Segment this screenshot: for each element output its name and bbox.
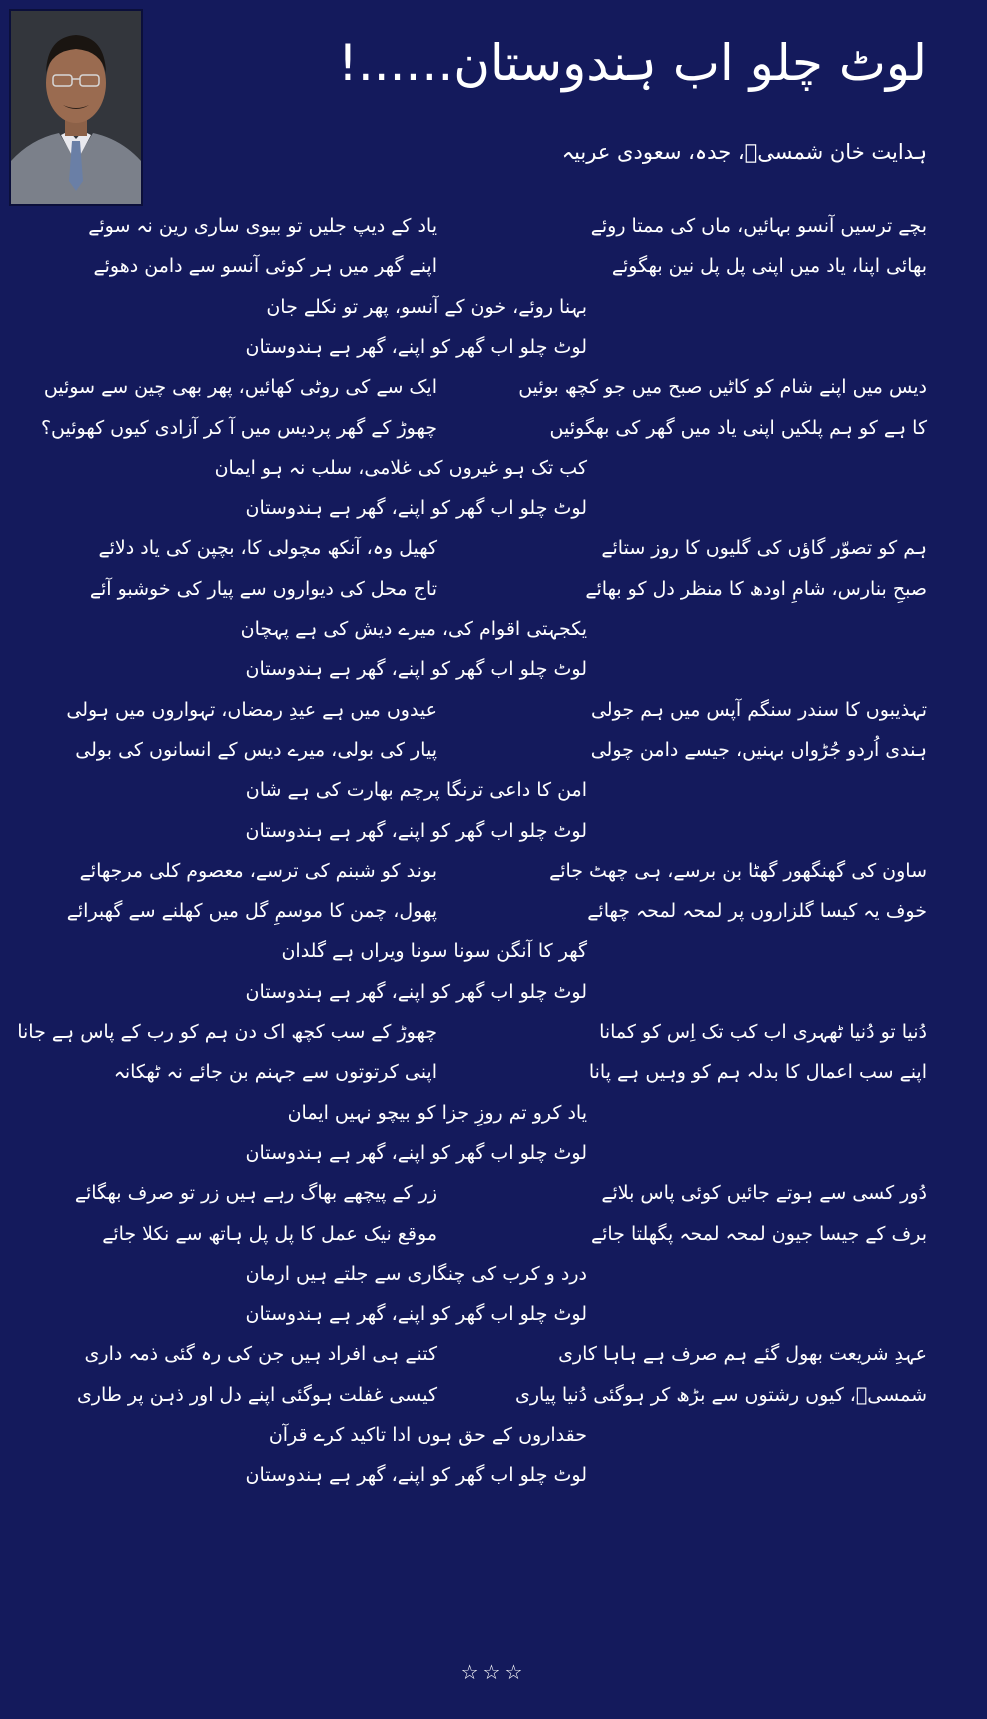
couplet xyxy=(0,528,987,568)
couplet-first-half: ساون کی گھنگھور گھٹا بن برسے، ہی چھٹ جائے xyxy=(549,859,927,882)
couplet-first-half: تہذیبوں کا سندر سنگم آپس میں ہم جولی xyxy=(590,698,927,721)
couplet-second-half: تاج محل کی دیواروں سے پیار کی خوشبو آئے xyxy=(89,577,437,600)
couplet xyxy=(0,1334,987,1374)
couplet xyxy=(0,1214,987,1254)
couplet xyxy=(0,367,987,407)
couplet-second-half: اپنی کرتوتوں سے جہنم بن جائے نہ ٹھکانہ xyxy=(113,1061,437,1084)
refrain-line: لوٹ چلو اب گھر کو اپنے، گھر ہے ہندوستان xyxy=(245,497,587,520)
refrain-line: لوٹ چلو اب گھر کو اپنے، گھر ہے ہندوستان xyxy=(245,819,587,842)
couplet xyxy=(0,246,987,286)
refrain-line: لوٹ چلو اب گھر کو اپنے، گھر ہے ہندوستان xyxy=(245,980,587,1003)
couplet-second-half: زر کے پیچھے بھاگ رہے ہیں زر تو صرف بھگائے xyxy=(74,1182,437,1205)
refrain-line: لوٹ چلو اب گھر کو اپنے، گھر ہے ہندوستان xyxy=(245,1141,587,1164)
couplet-second-half: ایک سے کی روٹی کھائیں، پھر بھی چین سے سوئیں xyxy=(43,376,437,399)
couplet xyxy=(0,1173,987,1213)
couplet-first-half: خوف یہ کیسا گلزاروں پر لمحہ لمحہ چھائے xyxy=(587,900,927,923)
stanza-line: امن کا داعی ترنگا پرچم بھارت کی ہے شان xyxy=(245,779,587,802)
couplet xyxy=(0,1375,987,1415)
couplet-second-half: اپنے گھر میں ہر کوئی آنسو سے دامن دھوئے xyxy=(93,255,437,278)
couplet xyxy=(0,690,987,730)
stanza-line: یکجہتی اقوام کی، میرے دیش کی ہے پہچان xyxy=(240,618,587,640)
couplet-first-half: دیس میں اپنے شام کو کاٹیں صبح میں جو کچھ بوئیں xyxy=(518,376,927,399)
couplet-second-half: پھول، چمن کا موسمِ گل میں کھلنے سے گھبرائے xyxy=(66,900,437,923)
couplet-first-half: بچے ترسیں آنسو بہائیں، ماں کی ممتا روئے xyxy=(590,215,927,237)
couplet-second-half: پیار کی بولی، میرے دیس کے انسانوں کی بولی xyxy=(75,738,437,761)
couplet-second-half: عیدوں میں ہے عیدِ رمضاں، تہواروں میں ہولی xyxy=(66,698,437,721)
author-photo xyxy=(9,9,143,206)
couplet-first-half: شمسیؔ، کیوں رشتوں سے بڑھ کر ہوگئی دُنیا پیاری xyxy=(515,1383,927,1406)
couplet-second-half: کھیل وہ، آنکھ مچولی کا، بچپن کی یاد دلائے xyxy=(98,537,437,560)
couplet xyxy=(0,851,987,891)
stanza-line: گھر کا آنگن سونا سونا ویراں ہے گلدان xyxy=(281,940,587,963)
couplet xyxy=(0,730,987,770)
couplet xyxy=(0,891,987,931)
couplet-second-half: کتنے ہی افراد ہیں جن کی رہ گئی ذمہ داری xyxy=(84,1343,437,1366)
page-title: لوٹ چلو اب ہندوستان......! xyxy=(337,34,927,92)
refrain-line: لوٹ چلو اب گھر کو اپنے، گھر ہے ہندوستان xyxy=(245,1303,587,1326)
author-byline: ہدایت خان شمسیؔ، جدہ، سعودی عربیہ xyxy=(561,140,927,164)
couplet-first-half: ہم کو تصوّر گاؤں کی گلیوں کا روز ستائے xyxy=(601,537,927,560)
refrain-line: لوٹ چلو اب گھر کو اپنے، گھر ہے ہندوستان xyxy=(245,1464,587,1487)
couplet xyxy=(0,569,987,609)
author-portrait xyxy=(11,11,141,204)
couplet xyxy=(0,206,987,246)
couplet-second-half: چھوڑ کے گھر پردیس میں آ کر آزادی کیوں کھوئیں؟ xyxy=(40,416,437,439)
couplet-first-half: ہندی اُردو جُڑواں بہنیں، جیسے دامن چولی xyxy=(590,738,927,761)
couplet-first-half: برف کے جیسا جیون لمحہ لمحہ پگھلتا جائے xyxy=(590,1222,927,1245)
stanza-line: کب تک ہو غیروں کی غلامی، سلب نہ ہو ایمان xyxy=(214,456,587,479)
couplet-first-half: کا ہے کو ہم پلکیں اپنی یاد میں گھر کی بھگوئیں xyxy=(549,416,927,439)
stanza-line: یاد کرو تم روزِ جزا کو بیچو نہیں ایمان xyxy=(287,1101,587,1124)
couplet-second-half: یاد کے دیپ جلیں تو بیوی ساری رین نہ سوئے xyxy=(88,215,437,237)
footer-stars: ☆☆☆ xyxy=(460,1660,527,1684)
stanza-line: حقداروں کے حق ہوں ادا تاکید کرے قرآن xyxy=(268,1424,587,1446)
couplet-second-half: بوند کو شبنم کی ترسے، معصوم کلی مرجھائے xyxy=(79,859,437,882)
couplet-first-half: دُنیا تو دُنیا ٹھہری اب کب تک اِس کو کمانا xyxy=(599,1021,927,1043)
couplet xyxy=(0,1012,987,1052)
couplet-first-half: دُور کسی سے ہوتے جائیں کوئی پاس بلائے xyxy=(601,1182,927,1205)
couplet-first-half: عہدِ شریعت بھول گئے ہم صرف ہے ہاہا کاری xyxy=(558,1343,927,1366)
couplet-first-half: صبحِ بنارس، شامِ اودھ کا منظر دل کو بھائے xyxy=(585,577,927,600)
couplet-second-half: کیسی غفلت ہوگئی اپنے دل اور ذہن پر طاری xyxy=(76,1383,437,1406)
couplet-first-half: اپنے سب اعمال کا بدلہ ہم کو وہیں ہے پانا xyxy=(588,1061,927,1084)
refrain-line: لوٹ چلو اب گھر کو اپنے، گھر ہے ہندوستان xyxy=(245,335,587,358)
couplet-first-half: بھائی اپنا، یاد میں اپنی پل پل نین بھگوئے xyxy=(611,255,927,278)
refrain-line: لوٹ چلو اب گھر کو اپنے، گھر ہے ہندوستان xyxy=(245,658,587,681)
couplet-second-half: چھوڑ کے سب کچھ اک دن ہم کو رب کے پاس ہے جانا xyxy=(17,1021,437,1043)
stanza-line: بہنا روئے، خون کے آنسو، پھر تو نکلے جان xyxy=(266,295,587,318)
stanza-line: درد و کرب کی چنگاری سے جلتے ہیں ارمان xyxy=(245,1262,587,1285)
couplet xyxy=(0,408,987,448)
couplet xyxy=(0,1052,987,1092)
couplet-second-half: موقع نیک عمل کا پل پل ہاتھ سے نکلا جائے xyxy=(102,1222,437,1245)
